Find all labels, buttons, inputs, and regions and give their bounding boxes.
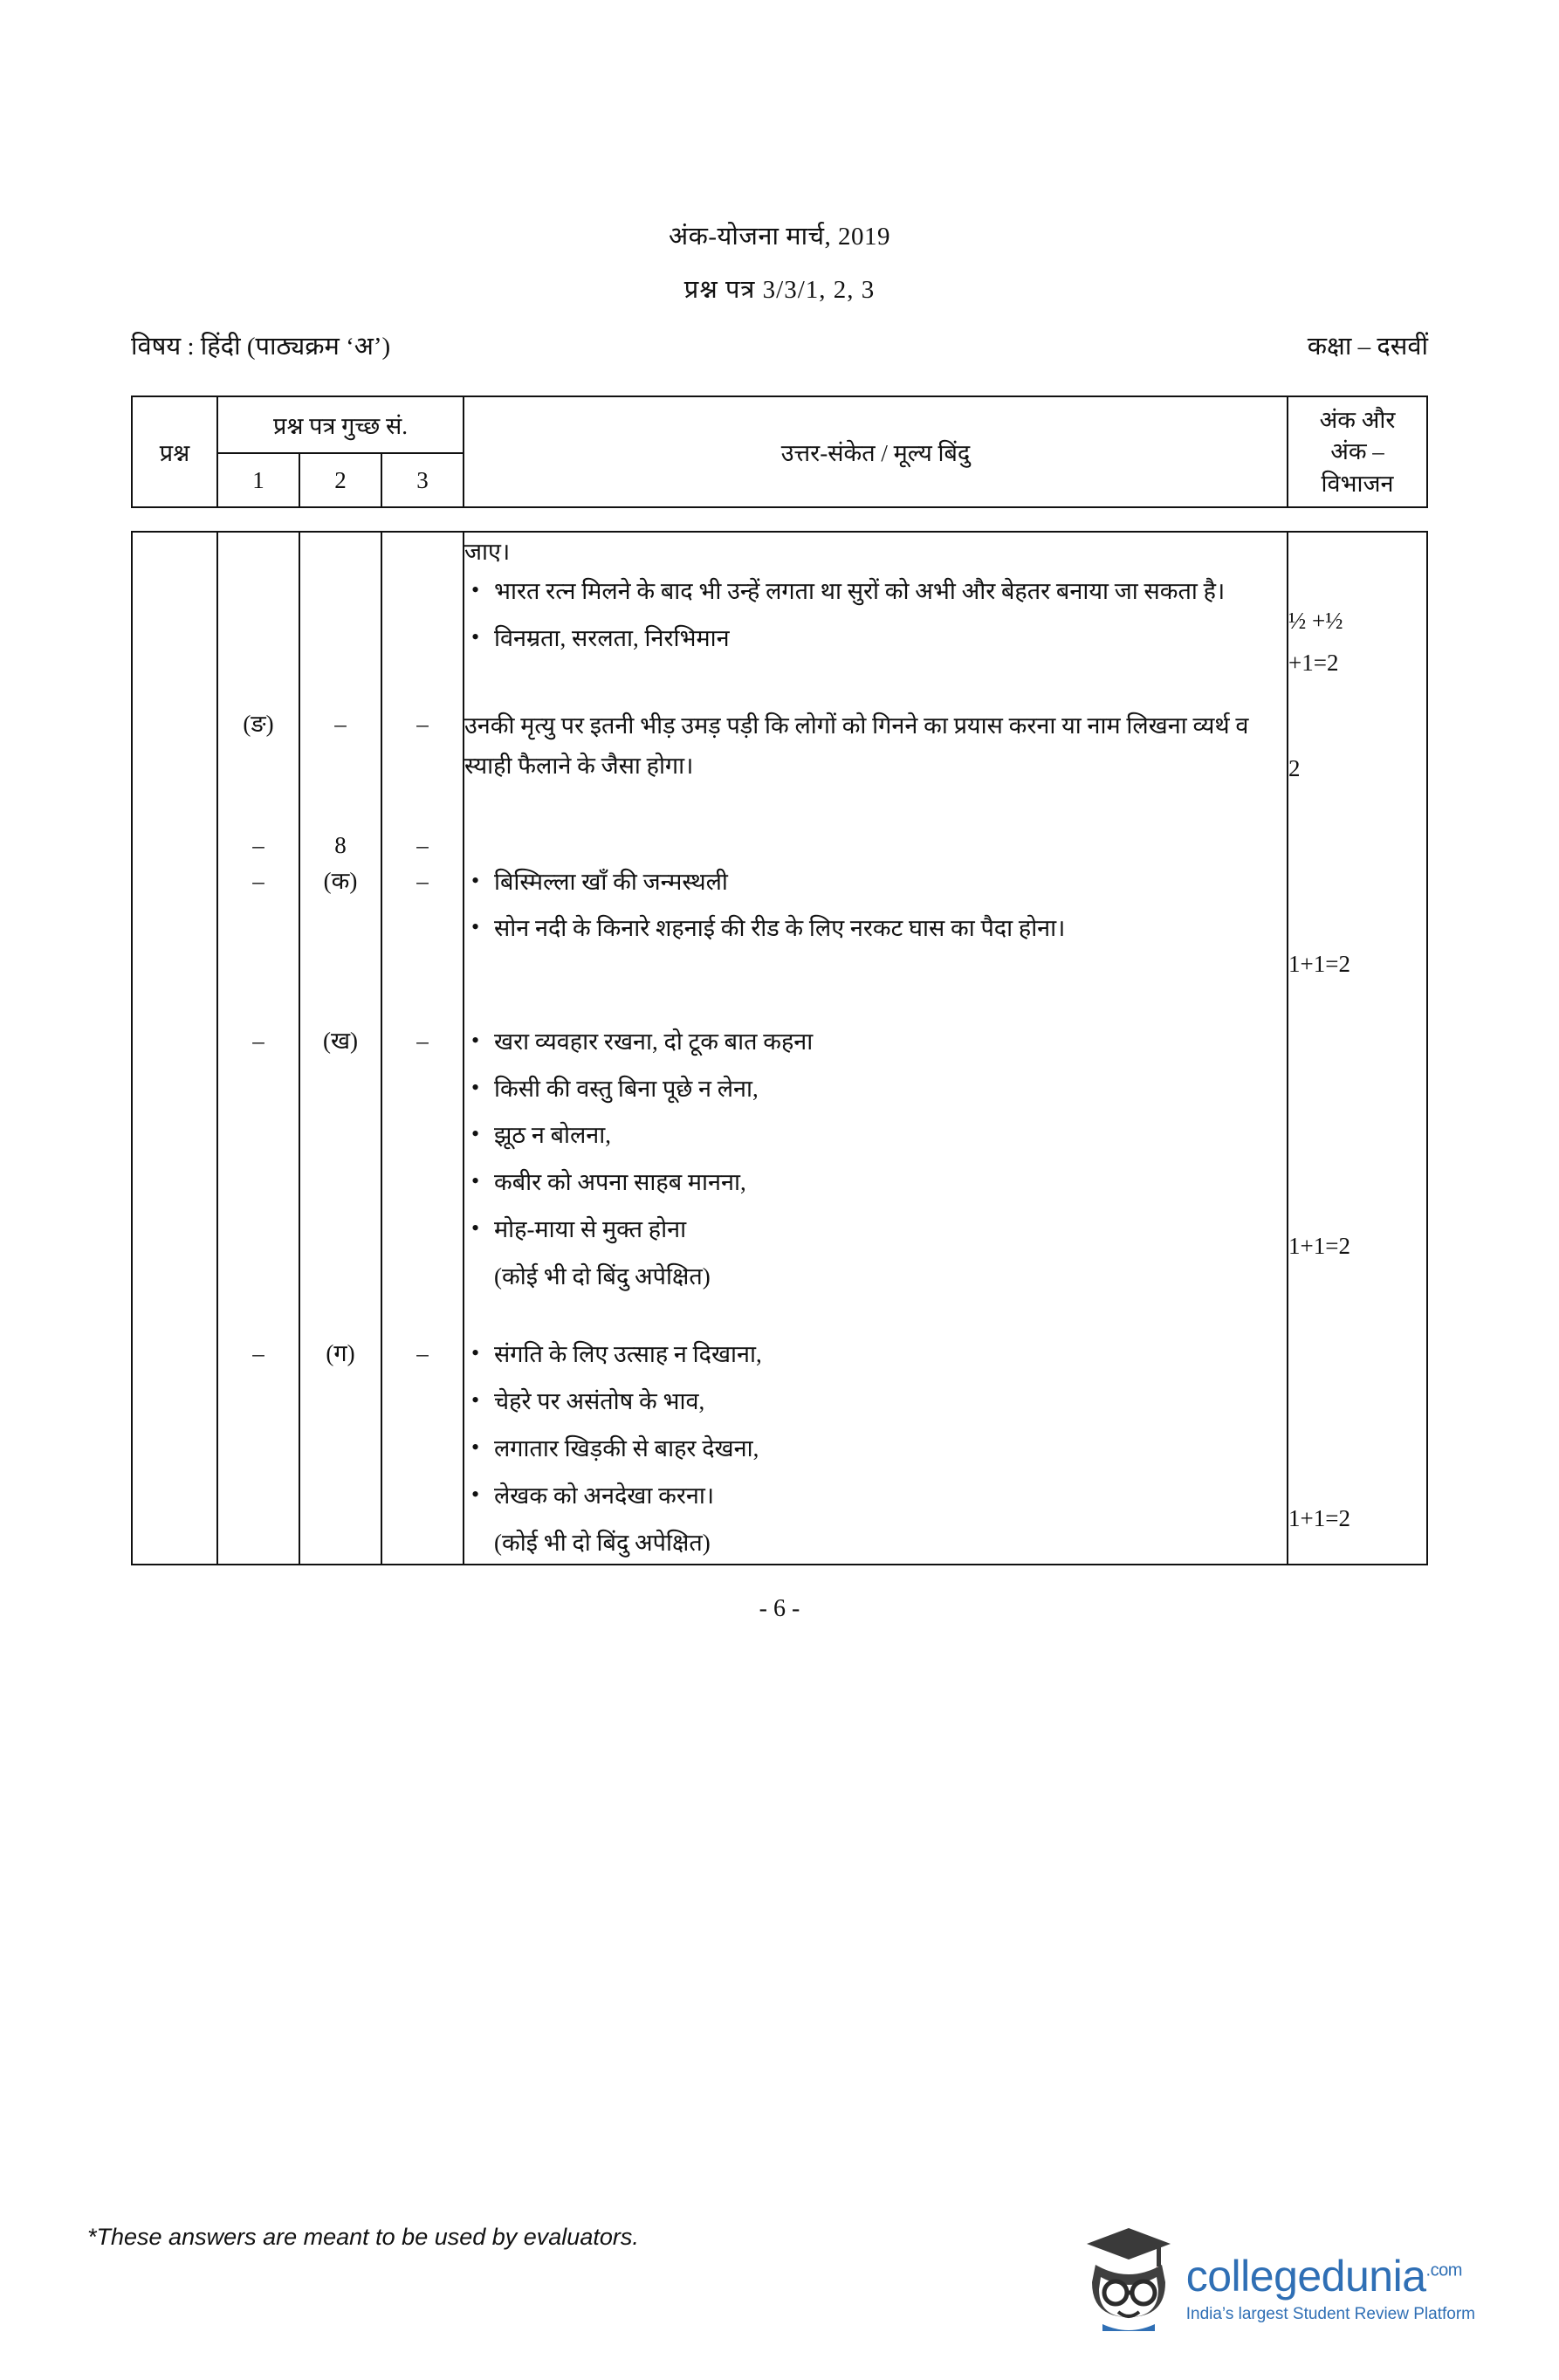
row-answer-cell: [464, 532, 1288, 684]
spacer-cell: [217, 789, 299, 828]
answer-paragraph: उनकी मृत्यु पर इतनी भीड़ उमड़ पड़ी कि लोगों को गिनने का प्रयास करना या नाम लिखना व्यर्थ व स्याही फैलाने के जैसा होगा।: [464, 712, 1249, 779]
header-set-1: 1: [217, 453, 299, 507]
row-answer-cell: [464, 828, 1288, 863]
header-set-3: 3: [381, 453, 464, 507]
answer-note: (कोई भी दो बिंदु अपेक्षित): [494, 1263, 711, 1290]
row-set3-cell: –: [381, 706, 464, 789]
marking-scheme-table: [131, 396, 1428, 1565]
row-set2-cell: (ग): [299, 1336, 381, 1565]
header-answer-key: उत्तर-संकेत / मूल्य बिंदु: [464, 396, 1288, 507]
row-set2-cell: –: [299, 706, 381, 789]
row-answer-cell: [464, 1336, 1288, 1565]
row-question-cell: [132, 1023, 217, 1298]
list-item: • भारत रत्न मिलने के बाद भी उन्हें लगता था सुरों को अभी और बेहतर बनाया जा सकता है।: [464, 573, 1287, 611]
brand-name: [1185, 2252, 1462, 2301]
row-marks-cell: [1288, 706, 1427, 789]
table-row-spacer: [132, 985, 1427, 1023]
table-header: [131, 396, 1428, 508]
spacer-cell: [1288, 789, 1427, 828]
list-item: • संगति के लिए उत्साह न दिखाना,: [464, 1336, 1287, 1374]
row-marks-cell: [1288, 1336, 1427, 1565]
row-question-cell: [132, 706, 217, 789]
marks-value: 1+1=2: [1288, 1232, 1350, 1259]
row-set1-cell: (ङ): [217, 706, 299, 789]
spacer-cell: [217, 985, 299, 1023]
answer-bullet-list: [464, 1023, 1287, 1249]
list-item: • चेहरे पर असंतोष के भाव,: [464, 1383, 1287, 1421]
list-item: • लगातार खिड़की से बाहर देखना,: [464, 1430, 1287, 1469]
brand-name-text: collegedunia: [1185, 2252, 1426, 2301]
document-title-line1: अंक-योजना मार्च, 2019: [668, 223, 891, 251]
evaluator-note: *These answers are meant to be used by evaluators.: [87, 2224, 639, 2250]
table-row: [132, 706, 1427, 789]
header-question: प्रश्न: [132, 396, 217, 507]
spacer-cell: [464, 985, 1288, 1023]
collegedunia-logo: [1083, 2223, 1475, 2331]
list-item: • किसी की वस्तु बिना पूछे न लेना,: [464, 1070, 1287, 1109]
row-set2-cell: (क): [299, 863, 381, 985]
spacer-cell: [299, 1297, 381, 1336]
page-number: - 6 -: [759, 1595, 800, 1623]
row-question-cell: [132, 1336, 217, 1565]
header-set-2: 2: [299, 453, 381, 507]
header-marks-line2: अंक –: [1330, 438, 1384, 465]
table-row: [132, 1023, 1427, 1298]
header-marks-line1: अंक और: [1319, 407, 1396, 433]
spacer-cell: [132, 684, 217, 706]
answer-bullet-list: [464, 1336, 1287, 1515]
row-question-cell: [132, 863, 217, 985]
row-answer-cell: [464, 863, 1288, 985]
spacer-cell: [217, 684, 299, 706]
table-row: [132, 863, 1427, 985]
answer-bullet-list: [464, 573, 1287, 657]
spacer-cell: [464, 789, 1288, 828]
header-paper-set: प्रश्न पत्र गुच्छ सं.: [217, 396, 464, 453]
spacer-cell: [464, 1297, 1288, 1336]
row-answer-cell: [464, 706, 1288, 789]
subject-class-row: [0, 328, 1559, 362]
document-title-line2: प्रश्न पत्र 3/3/1, 2, 3: [683, 276, 876, 304]
row-set1-cell: [217, 532, 299, 684]
header-marks-line3: विभाजन: [1321, 470, 1394, 497]
row-question-cell: [132, 828, 217, 863]
list-item: • बिस्मिल्ला खाँ की जन्मस्थली: [464, 863, 1287, 902]
table-row-spacer: [132, 1297, 1427, 1336]
row-answer-cell: [464, 1023, 1288, 1298]
spacer-cell: [381, 684, 464, 706]
table-row: [132, 1336, 1427, 1565]
document-header: [0, 0, 1559, 306]
row-marks-cell: [1288, 532, 1427, 684]
list-item: • कबीर को अपना साहब मानना,: [464, 1164, 1287, 1202]
row-marks-cell: [1288, 863, 1427, 985]
table-body: [131, 531, 1428, 1565]
row-set2-cell: 8: [299, 828, 381, 863]
spacer-cell: [217, 1297, 299, 1336]
row-set1-cell: –: [217, 1336, 299, 1565]
list-item: • मोह-माया से मुक्त होना: [464, 1211, 1287, 1249]
row-set3-cell: [381, 532, 464, 684]
spacer-cell: [1288, 684, 1427, 706]
brand-name-suffix: .com: [1425, 2260, 1462, 2280]
marks-value: ½ +½: [1288, 608, 1343, 635]
marks-value: +1=2: [1288, 649, 1339, 676]
brand-text: [1186, 2254, 1475, 2331]
class-label: कक्षा – दसवीं: [1307, 333, 1428, 361]
row-set3-cell: –: [381, 828, 464, 863]
row-set3-cell: –: [381, 1336, 464, 1565]
row-marks-cell: [1288, 828, 1427, 863]
row-marks-cell: [1288, 1023, 1427, 1298]
row-set2-cell: (ख): [299, 1023, 381, 1298]
marks-value: 1+1=2: [1288, 1505, 1350, 1532]
answer-bullet-list: [464, 863, 1287, 948]
mascot-icon: [1083, 2223, 1174, 2331]
spacer-cell: [299, 684, 381, 706]
marks-value: 1+1=2: [1288, 950, 1350, 977]
row-set1-cell: –: [217, 1023, 299, 1298]
spacer-cell: [381, 1297, 464, 1336]
list-item: • खरा व्यवहार रखना, दो टूक बात कहना: [464, 1023, 1287, 1062]
spacer-cell: [381, 789, 464, 828]
spacer-cell: [381, 985, 464, 1023]
spacer-cell: [1288, 985, 1427, 1023]
spacer-cell: [132, 985, 217, 1023]
answer-note: (कोई भी दो बिंदु अपेक्षित): [494, 1530, 711, 1557]
marks-value: 2: [1288, 754, 1301, 781]
table-row: [132, 828, 1427, 863]
row-set3-cell: –: [381, 863, 464, 985]
list-item: • विनम्रता, सरलता, निरभिमान: [464, 620, 1287, 658]
row-set2-cell: [299, 532, 381, 684]
subject-label: विषय : हिंदी (पाठ्यक्रम ‘अ’): [131, 333, 391, 361]
spacer-cell: [1288, 1297, 1427, 1336]
table-row: [132, 532, 1427, 684]
continuation-text: जाए।: [464, 539, 511, 566]
table-row-spacer: [132, 684, 1427, 706]
spacer-cell: [132, 1297, 217, 1336]
header-marks: [1288, 396, 1427, 507]
list-item: • सोन नदी के किनारे शहनाई की रीड के लिए नरकट घास का पैदा होना।: [464, 910, 1287, 948]
spacer-cell: [299, 789, 381, 828]
row-question-cell: [132, 532, 217, 684]
table-row-spacer: [132, 789, 1427, 828]
row-set3-cell: –: [381, 1023, 464, 1298]
spacer-cell: [299, 985, 381, 1023]
brand-tagline: India’s largest Student Review Platform: [1185, 2305, 1475, 2323]
list-item: • लेखक को अनदेखा करना।: [464, 1477, 1287, 1516]
list-item: • झूठ न बोलना,: [464, 1117, 1287, 1155]
spacer-cell: [132, 789, 217, 828]
row-set1-cell: –: [217, 863, 299, 985]
spacer-cell: [464, 684, 1288, 706]
row-set1-cell: –: [217, 828, 299, 863]
